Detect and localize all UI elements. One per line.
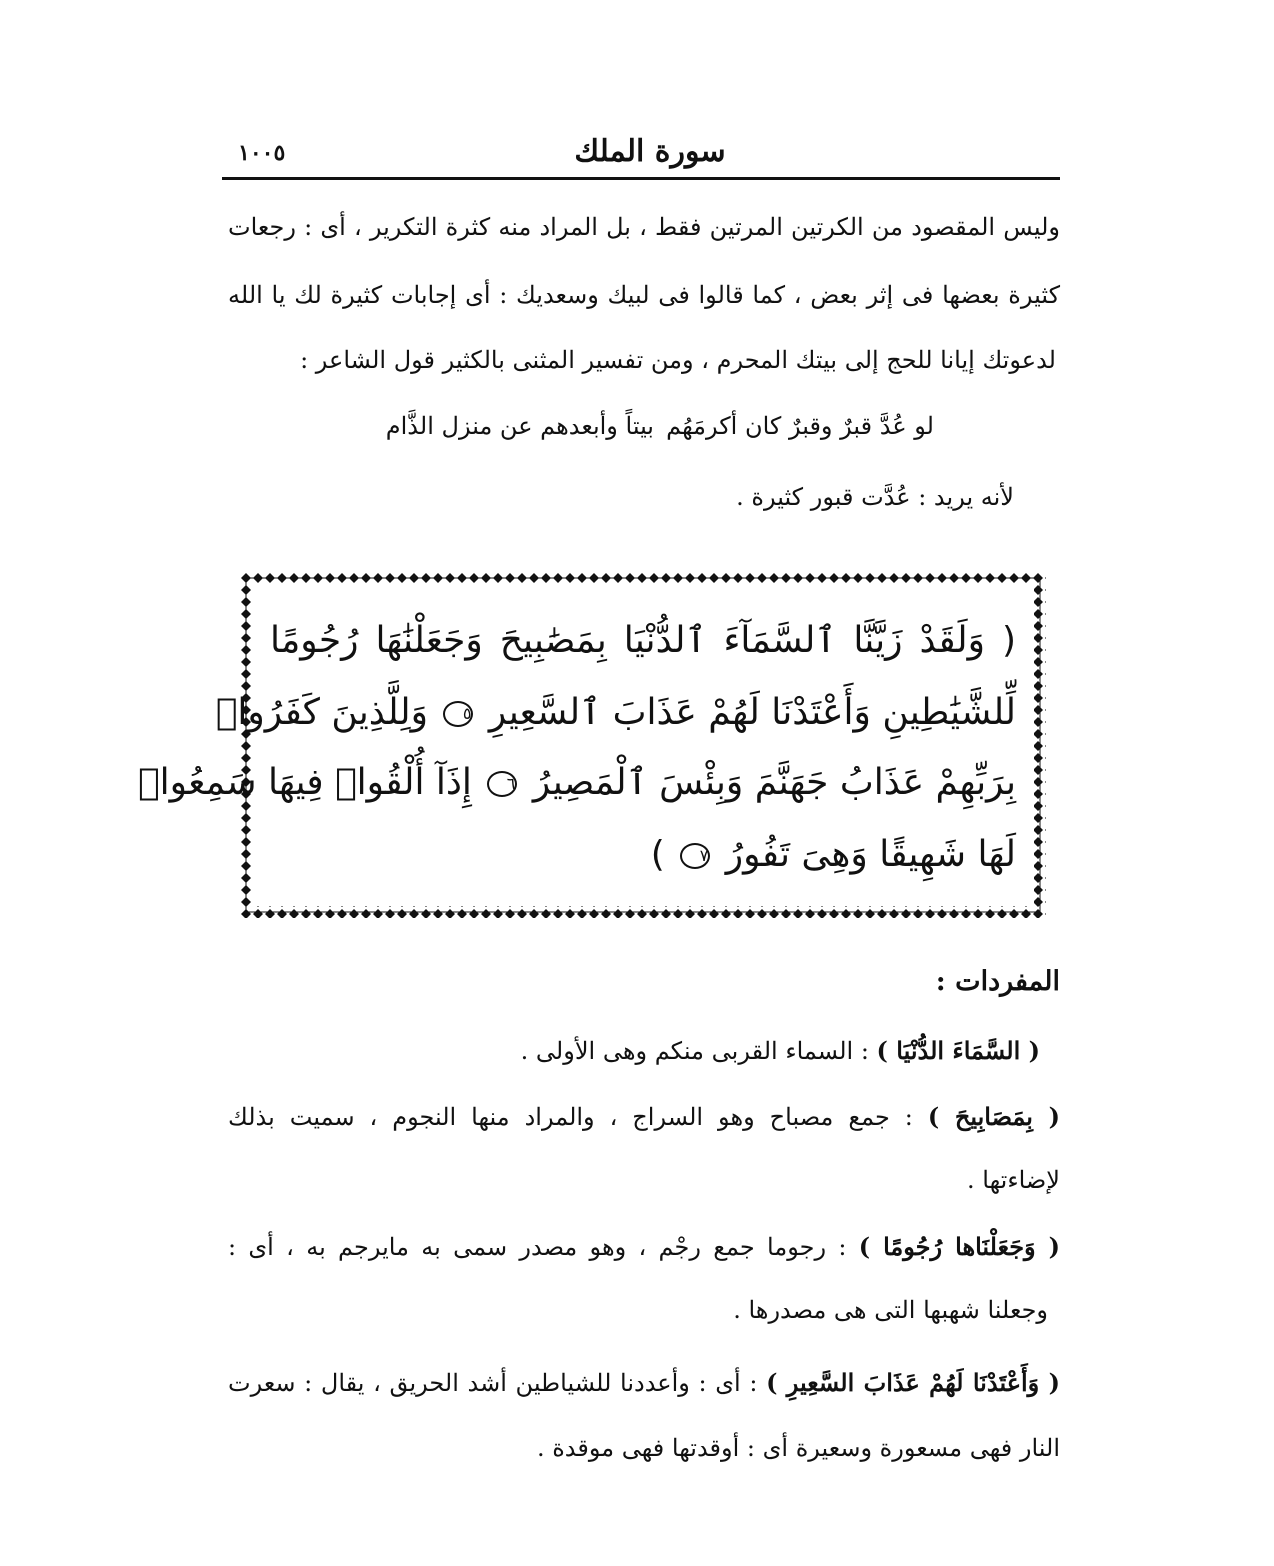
- vocab-item-2-continuation: لإضاءتها .: [967, 1166, 1060, 1194]
- quran-line-3: [138, 762, 1016, 803]
- quran-line-3-b: إِذَآ أُلْقُوا۟ فِيهَا سَمِعُوا۟: [138, 762, 472, 803]
- surah-title: سورة الملك: [574, 134, 726, 169]
- vocab-term: ( وَأَعْتَدْنَا لَهُمْ عَذَابَ السَّعِيرِ ): [766, 1368, 1060, 1397]
- vocab-item-3-continuation: وجعلنا شهبها التى هى مصدرها .: [733, 1296, 1048, 1324]
- vocab-item-4: [228, 1368, 1060, 1397]
- vocab-definition: : أى : وأعددنا للشياطين أشد الحريق ، يقال : سعرت: [228, 1369, 767, 1397]
- header-divider: [222, 177, 1060, 180]
- ayah-number-6: ٦: [487, 771, 517, 797]
- intro-line-3: لدعوتك إيانا للحج إلى بيتك المحرم ، ومن تفسير المثنى بالكثير قول الشاعر :: [300, 346, 1056, 374]
- vocab-term: ( السَّمَاءَ الدُّنْيَا ): [876, 1036, 1040, 1065]
- poem-first-hemistich: لو عُدَّ قبرٌ وقبرٌ كان أكرمَهُم: [666, 412, 934, 440]
- page-number: ١٠٠٥: [238, 140, 286, 166]
- vocab-item-1: [521, 1036, 1040, 1065]
- quran-line-2-a: لِّلشَّيَٰطِينِ وَأَعْتَدْنَا لَهُمْ عَذَابَ ٱلسَّعِيرِ: [488, 692, 1016, 733]
- quran-line-4: [270, 834, 1016, 875]
- intro-line-1: وليس المقصود من الكرتين المرتين فقط ، بل المراد منه كثرة التكرير ، أى : رجعات: [228, 213, 1060, 241]
- vocabulary-heading: المفردات :: [935, 966, 1060, 997]
- quran-line-2: [215, 692, 1016, 733]
- ayah-number-5: ٥: [443, 701, 473, 727]
- quran-line-3-a: بِرَبِّهِمْ عَذَابُ جَهَنَّمَ وَبِئْسَ ٱلْمَصِيرُ: [532, 762, 1016, 803]
- vocab-term: ( بِمَصَابِيحَ ): [927, 1102, 1061, 1131]
- vocab-item-3: [228, 1232, 1060, 1261]
- vocab-item-4-continuation: النار فهى مسعورة وسعيرة أى : أوقدتها فهى موقدة .: [536, 1434, 1060, 1462]
- vocab-definition: : رجوما جمع رجْم ، وهو مصدر سمى به مايرجم به ، أى :: [228, 1233, 859, 1261]
- poem-explanation: لأنه يريد : عُدَّت قبور كثيرة .: [736, 483, 1014, 511]
- quran-line-1: ( وَلَقَدْ زَيَّنَّا ٱلسَّمَآءَ ٱلدُّنْيَا بِمَصَٰبِيحَ وَجَعَلْنَٰهَا رُجُومًا: [270, 620, 1016, 661]
- vocab-item-2: [228, 1102, 1060, 1131]
- vocab-definition: : السماء القربى منكم وهى الأولى .: [520, 1037, 877, 1065]
- intro-line-2: كثيرة بعضها فى إثر بعض ، كما قالوا فى لبيك وسعديك : أى إجابات كثيرة لك يا الله: [228, 281, 1060, 309]
- poem-second-hemistich: بيتاً وأبعدهم عن منزل الذَّام: [385, 412, 654, 440]
- quran-line-2-b: وَلِلَّذِينَ كَفَرُوا۟: [215, 692, 428, 733]
- quran-line-4-a: لَهَا شَهِيقًا وَهِىَ تَفُورُ: [725, 834, 1016, 875]
- vocab-definition: : جمع مصباح وهو السراج ، والمراد منها النجوم ، سميت بذلك: [228, 1103, 928, 1131]
- quran-line-4-b: ): [650, 834, 665, 875]
- ayah-number-7: ٧: [680, 843, 710, 869]
- vocab-term: ( وَجَعَلْنَاها رُجُومًا ): [858, 1232, 1061, 1261]
